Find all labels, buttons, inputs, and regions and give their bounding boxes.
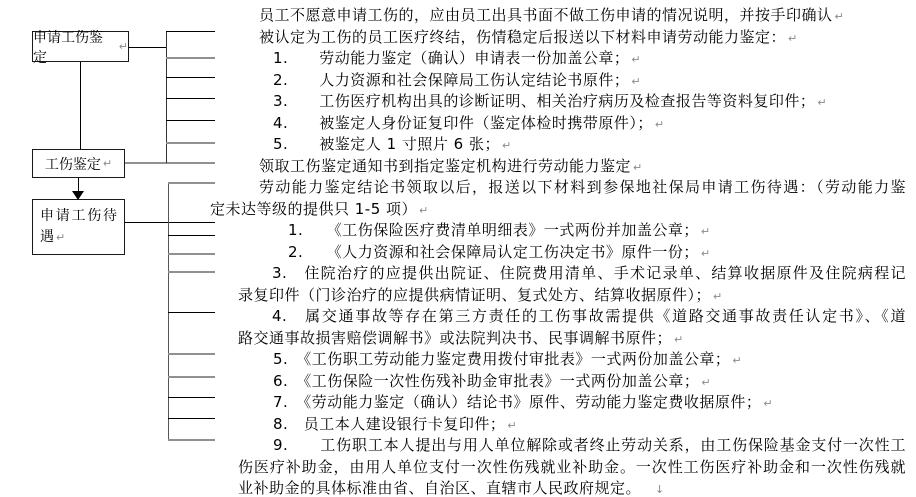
paragraph-return-icon: ↵ <box>501 139 512 152</box>
paragraph-return-icon: ↵ <box>732 354 743 367</box>
paragraph-return-icon: ↵ <box>118 40 128 53</box>
bracket-tick <box>166 120 215 121</box>
flow-box-label: 申请工伤待 <box>40 208 117 224</box>
connector-line <box>125 222 215 223</box>
text-line: 录复印件（门诊治疗的应提供病情证明、复式处方、结算收据原件）； ↵ <box>238 285 723 304</box>
paragraph-return-icon: ↵ <box>713 289 723 303</box>
flow-box-label: 工伤鉴定 <box>44 156 101 173</box>
text-line: 6. 《工伤保险一次性伤残补助金审批表》一式两份加盖公章； ↵ <box>273 371 712 390</box>
flow-box-injury-assessment <box>32 149 125 178</box>
text-line: 伤医疗补助金，由用人单位支付一次性伤残就业补助金。一次性工伤医疗补助金和一次性伤残就 <box>238 457 906 476</box>
paragraph-return-icon: ↵ <box>700 225 711 238</box>
connector-line <box>80 62 81 149</box>
bracket-tick <box>168 418 215 419</box>
text-line: 4. 被鉴定人身份证复印件（鉴定体检时携带原件）； ↵ <box>273 113 665 132</box>
paragraph-return-icon: ↵ <box>631 53 642 66</box>
text-line: 5. 《工伤职工劳动能力鉴定费用拨付审批表》一式两份加盖公章； ↵ <box>273 350 743 368</box>
down-arrow-icon: ↓ <box>655 483 665 496</box>
connector-line <box>125 162 215 164</box>
paragraph-return-icon: ↵ <box>56 231 66 244</box>
text-line: 8. 员工本人建设银行卡复印件； ↵ <box>273 414 518 433</box>
paragraph-return-icon: ↵ <box>817 96 828 109</box>
text-line: 员工不愿意申请工伤的，应由员工出具书面不做工伤申请的情况说明，并按手印确认 ↵ <box>259 6 845 24</box>
text-line: 4. 属交通事故等存在第三方责任的工伤事故需提供《道路交通事故责任认定书》、《道 <box>272 307 906 325</box>
connector-line <box>129 47 166 48</box>
arrow-down-icon <box>72 191 84 200</box>
bracket-tick <box>166 98 215 99</box>
bracket-tick <box>168 253 215 255</box>
paragraph-return-icon: ↵ <box>633 160 643 174</box>
paragraph-return-icon: ↵ <box>788 31 798 45</box>
text-line: 3. 工伤医疗机构出具的诊断证明、相关治疗病历及检查报告等资料复印件； ↵ <box>273 92 828 110</box>
paragraph-return-icon: ↵ <box>674 332 684 346</box>
bracket-tick <box>166 31 215 32</box>
text-line: 7. 《劳动能力鉴定（确认）结论书》原件、劳动能力鉴定费收据原件； ↵ <box>273 393 774 411</box>
paragraph-return-icon: ↵ <box>701 375 712 389</box>
text-line: 劳动能力鉴定结论书领取以后，报送以下材料到参保地社保局申请工伤待遇：（劳动能力鉴 <box>259 178 906 196</box>
bracket-tick <box>168 271 215 273</box>
paragraph-return-icon: ↵ <box>700 246 711 260</box>
text-line: 被认定为工伤的员工医疗终结，伤情稳定后报送以下材料申请劳动能力鉴定： ↵ <box>259 27 798 46</box>
text-line: 2. 《人力资源和社会保障局认定工伤决定书》原件一份； ↵ <box>288 242 711 261</box>
flow-box-label: 申请工伤鉴定 <box>33 29 103 66</box>
bracket-vertical <box>168 182 169 440</box>
text-line: 业补助金的具体标准由省、自治区、直辖市人民政府规定。 ↓ <box>238 479 665 497</box>
text-line: 1. 《工伤保险医疗费清单明细表》一式两份并加盖公章； ↵ <box>288 221 711 239</box>
flow-box-apply-injury-assessment <box>32 29 129 66</box>
paragraph-return-icon: ↵ <box>631 74 642 88</box>
text-line: 路交通事故损害赔偿调解书》或法院判决书、民事调解书原件； ↵ <box>238 328 684 347</box>
text-line: 定未达等级的提供只 1-5 项） ↵ <box>210 199 429 218</box>
bracket-tick <box>168 397 215 398</box>
paragraph-return-icon: ↵ <box>763 397 774 410</box>
bracket-tick <box>166 142 215 144</box>
paragraph-return-icon: ↵ <box>102 157 113 170</box>
bracket-tick <box>166 57 215 59</box>
document-text <box>210 5 906 497</box>
flow-box-label: 遇 <box>40 229 54 245</box>
bracket-tick <box>168 312 215 313</box>
paragraph-return-icon: ↵ <box>419 203 429 217</box>
bracket-tick <box>168 439 215 441</box>
bracket-tick <box>168 235 215 236</box>
text-line: 9. 工伤职工本人提出与用人单位解除或者终止劳动关系，由工伤保险基金支付一次性工 <box>273 436 906 454</box>
text-line: 2. 人力资源和社会保障局工伤认定结论书原件； ↵ <box>273 70 642 89</box>
bracket-tick <box>168 376 215 378</box>
paragraph-return-icon: ↵ <box>507 418 518 432</box>
bracket-tick <box>166 77 215 78</box>
bracket-tick <box>168 353 215 355</box>
paragraph-return-icon: ↵ <box>654 117 665 131</box>
bracket-tick <box>168 182 215 184</box>
text-line: 1. 劳动能力鉴定（确认）申请表一份加盖公章； ↵ <box>273 49 642 67</box>
text-line: 3. 住院治疗的应提供出院证、住院费用清单、手术记录单、结算收据原件及住院病程记 <box>272 264 906 282</box>
paragraph-return-icon: ↵ <box>834 10 845 23</box>
text-line: 领取工伤鉴定通知书到指定鉴定机构进行劳动能力鉴定 ↵ <box>259 156 643 175</box>
text-line: 5. 被鉴定人 1 寸照片 6 张； ↵ <box>273 135 512 153</box>
flow-box-apply-injury-benefits <box>32 199 125 255</box>
